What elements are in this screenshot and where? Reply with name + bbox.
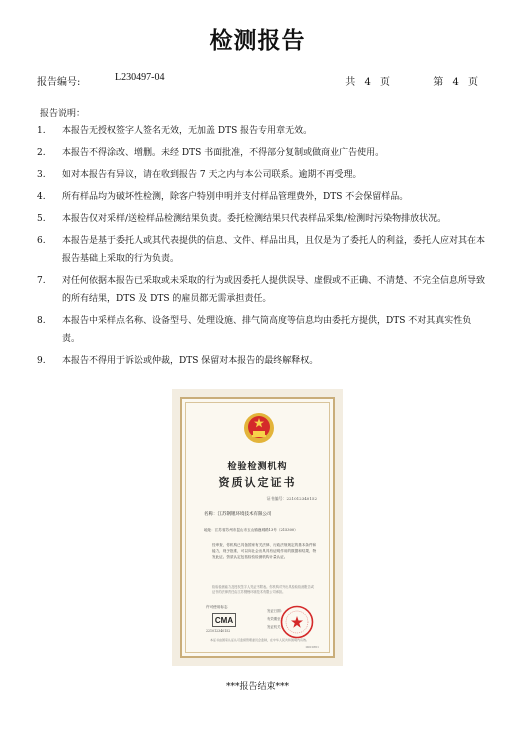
note-number: 3.: [37, 170, 46, 180]
note-text: 本报告无授权签字人签名无效，无加盖 DTS 报告专用章无效。: [62, 126, 313, 136]
note-text: 本报告不得涂改、增删。未经 DTS 书面批准，不得部分复制或做商业广告使用。: [62, 148, 385, 158]
official-seal-icon: [280, 605, 314, 639]
note-number: 1.: [37, 126, 46, 136]
issue-date-label: 发证日期：: [267, 609, 284, 613]
report-number: L230497-04: [115, 72, 165, 83]
note-text: 本报告中采样点名称、设备型号、处理设施、排气筒高度等信息均由委托方提供，DTS 不对其真实性负责。: [62, 316, 472, 344]
certificate-fine-print: 检验检测能力及授权签字人见证书附表。你机构对外出具检验检测报告或证书的法律责任由江苏钢锂环境技术有限公司承担。: [212, 585, 314, 594]
note-item: [37, 166, 485, 184]
current-page: 第 4 页: [433, 77, 478, 88]
note-number: 9.: [37, 356, 46, 366]
note-item: [37, 232, 485, 268]
note-number: 2.: [37, 148, 46, 158]
certificate-body-text: 经审查，你机构已具备国家有关法律、行政法规规定的基本条件和能力，现予批准，可以向社会出具具有证明作用的数据和结果，特发此证。资质认定包括检验检测机构计量认证。: [212, 543, 317, 559]
note-text: 所有样品均为破坏性检测，除客户特别申明并支付样品管理费外，DTS 不会保留样品。: [62, 192, 409, 202]
certificate-footer: 本证书由国家认证认可监督管理委员会监制，在中华人民共和国境内有效。: [209, 638, 309, 642]
note-number: 8.: [37, 316, 46, 326]
notes-list: [37, 122, 485, 374]
report-meta: [37, 73, 478, 89]
certificate-name-value: 江苏钢锂环境技术有限公司: [217, 512, 272, 517]
note-number: 5.: [37, 214, 46, 224]
note-number: 6.: [37, 236, 46, 246]
certificate-image: [172, 389, 343, 666]
certificate-title-line2: 资质认定证书: [218, 476, 297, 489]
certificate-address-label: 地址：: [204, 528, 215, 532]
certificate-frame: [180, 397, 335, 658]
note-text: 本报告不得用于诉讼或仲裁，DTS 保留对本报告的最终解释权。: [62, 356, 319, 366]
note-item: [37, 144, 485, 162]
certificate-name-label: 名称：: [204, 512, 218, 517]
notes-heading: 报告说明：: [40, 109, 86, 119]
certificate-address-value: 江苏省苏州市昆山市玉山镇鹿城路13号（215300）: [214, 528, 298, 532]
svg-text:CMA: CMA: [214, 616, 234, 625]
certificate-number: 证书编号：221012340152: [266, 496, 317, 501]
note-text: 本报告仅对采样/送检样品检测结果负责。委托检测结果只代表样品采集/检测时污染物排放状况。: [62, 214, 447, 224]
issuer-label: 发证机关：: [267, 625, 284, 629]
note-item: [37, 188, 485, 206]
note-text: 对任何依据本报告已采取或未采取的行为或因委托人提供误导、虚假或不正确、不清楚、不完全信息所导致的所有结果，DTS 及 DTS 的雇员都无需承担责任。: [62, 276, 486, 304]
report-end-marker: ***报告结束***: [225, 682, 289, 692]
note-number: 7.: [37, 276, 46, 286]
national-emblem-icon: [243, 412, 275, 444]
report-title: 检测报告: [209, 28, 306, 54]
cma-number: 221012340152: [206, 629, 231, 633]
note-item: [37, 210, 485, 228]
cma-label: 许可使用标志: [206, 605, 228, 609]
note-text: 如对本报告有异议，请在收到报告 7 天之内与本公司联系。逾期不再受理。: [62, 170, 362, 180]
report-number-label: 报告编号:: [37, 77, 81, 88]
certificate-address: [204, 527, 319, 533]
note-item: [37, 352, 485, 370]
note-number: 4.: [37, 192, 46, 202]
note-item: [37, 122, 485, 140]
certificate-name: [204, 511, 272, 517]
note-item: [37, 272, 485, 308]
cma-logo-icon: [212, 613, 236, 627]
note-text: 本报告是基于委托人或其代表提供的信息、文件、样品出具，且仅是为了委托人的利益，委托人应对其在本报告基础上采取的行为负责。: [62, 236, 486, 264]
total-pages: 共 4 页: [345, 77, 390, 88]
certificate-title-line1: 检验检测机构: [227, 462, 288, 472]
note-item: [37, 312, 485, 348]
valid-until-label: 有效期至：: [267, 617, 284, 621]
certificate-code: 0001861: [305, 645, 319, 649]
